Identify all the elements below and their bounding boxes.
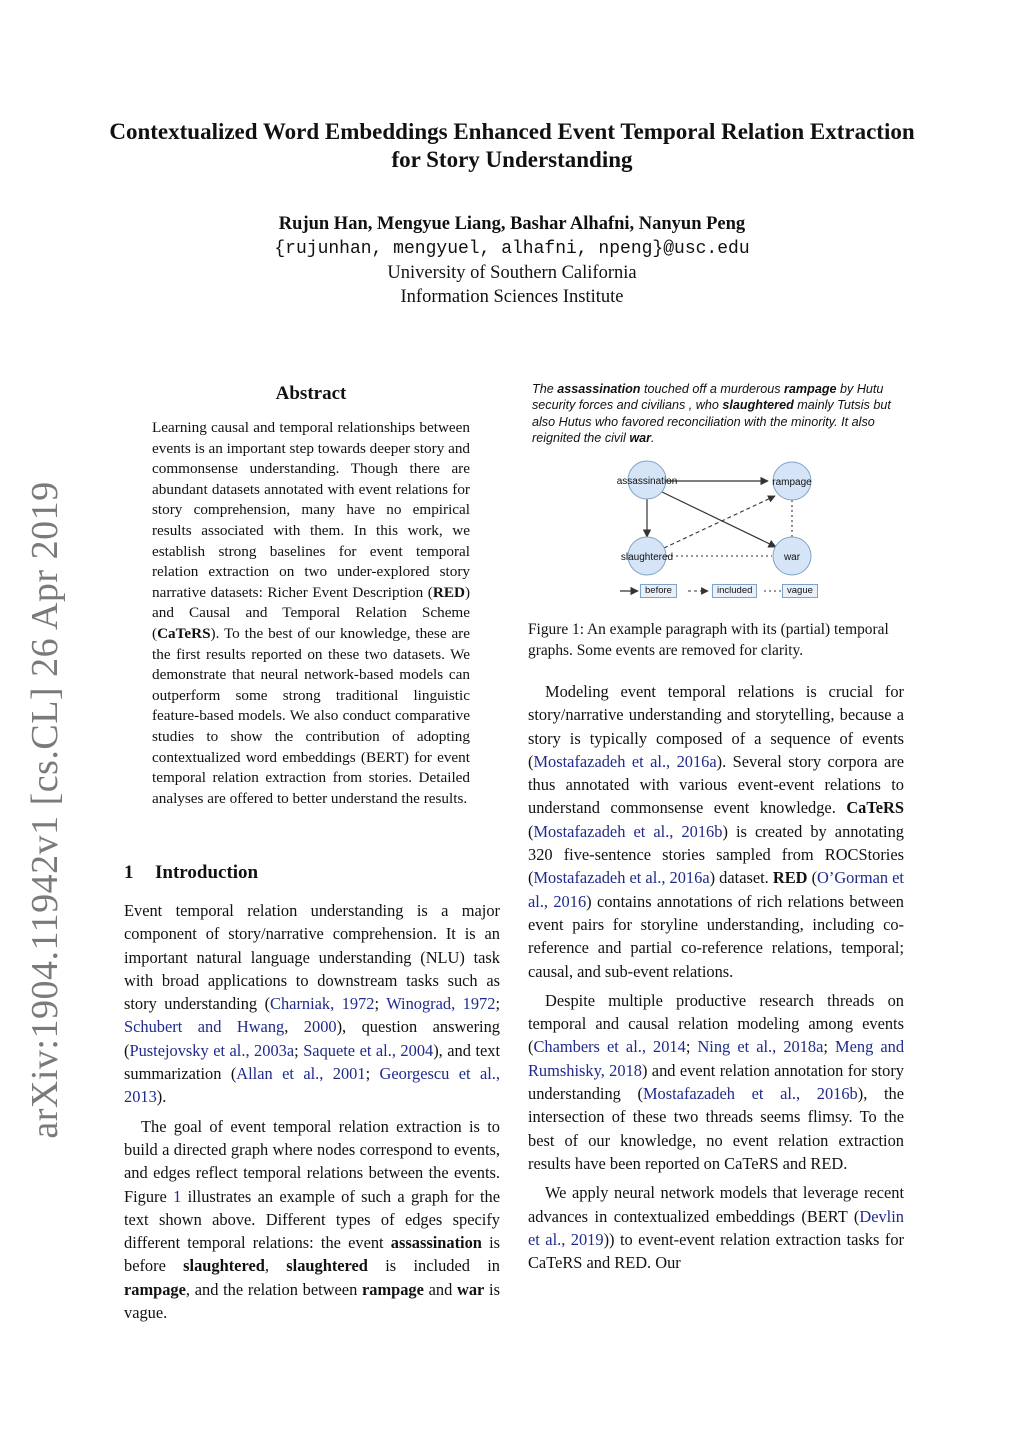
intro-left-column — [124, 899, 500, 1324]
citation-link[interactable]: Georgescu et al., 2013 — [124, 1064, 500, 1107]
paper-title: Contextualized Word Embeddings Enhanced Event Temporal Relation Extraction for Story Understanding — [109, 119, 915, 172]
intro-paragraph-3: Modeling event temporal relations is crucial for story/narrative understanding and storytelling, because a story is typically composed of a sequence of events (Mostafazadeh et al., 2016a). Several story corpora are thus annotated with various event-event relations to understand commonsense event knowledge. CaTeRS (Mostafazadeh et al., 2016b) is created by annotating 320 five-sentence stories sampled from ROCStories (Mostafazadeh et al., 2016a) dataset. RED (O’Gorman et al., 2016) contains annotations of rich relations between event pairs for storyline understanding, including co-reference and partial co-reference relations, temporal; causal, and sub-event relations. — [528, 682, 905, 981]
citation-link[interactable]: Mostafazadeh et al., 2016a — [533, 751, 717, 771]
intro-paragraph-5: We apply neural network models that leverage recent advances in contextualized embeddings (BERT (Devlin et al., 2019)) to event-event relation extraction tasks for CaTeRS and RED. Our — [528, 1183, 904, 1273]
citation-link[interactable]: Allan et al., 2001 — [236, 1064, 366, 1084]
node-label-slaughtered: slaughtered — [620, 552, 674, 563]
citation-link[interactable]: Meng and Rumshisky, 2018 — [528, 1037, 905, 1080]
node-label-war: war — [783, 552, 801, 563]
figure-caption: Figure 1: An example paragraph with its (partial) temporal graphs. Some events are removed for clarity. — [528, 621, 889, 659]
citation-link[interactable]: 2000 — [303, 1017, 337, 1037]
intro-paragraph-2: The goal of event temporal relation extraction is to build a directed graph where nodes correspond to events, and edges reflect temporal relations between the events. Figure 1 illustrates an example of such a graph for the text shown above. Different types of edges specify different temporal relations: the event assassination is before slaughtered, slaughtered is included in rampage, and the relation between rampage and war is vague. — [124, 1116, 501, 1323]
citation-link[interactable]: O’Gorman et al., 2016 — [528, 868, 904, 911]
citation-link[interactable]: Ning et al., 2018a — [697, 1037, 824, 1057]
arxiv-sidebar — [10, 470, 80, 1150]
intro-paragraph-1: Event temporal relation understanding is a major component of story/narrative comprehension. It is an important natural language understanding (NLU) task with broad applications to downstream tasks such as story understanding (Charniak, 1972; Winograd, 1972; Schubert and Hwang, 2000), question answering (Pustejovsky et al., 2003a; Saquete et al., 2004), and text summarization (Allan et al., 2001; Georgescu et al., 2013). — [124, 901, 501, 1107]
abstract-heading: Abstract — [275, 383, 347, 404]
node-label-rampage: rampage — [772, 477, 812, 488]
section-heading-introduction — [124, 862, 258, 884]
node-label-assassination: assassination — [616, 476, 678, 487]
citation-link[interactable]: Winograd, 1972 — [386, 994, 496, 1014]
citation-link[interactable]: Pustejovsky et al., 2003a — [129, 1040, 295, 1060]
intro-paragraph-4: Despite multiple productive research threads on temporal and causal relation modeling among events (Chambers et al., 2014; Ning et al., 2018a; Meng and Rumshisky, 2018) and event relation annotation for story understanding (Mostafazadeh et al., 2016b), the intersection of these two threads seems flimsy. To the best of our knowledge, no event relation extraction results have been reported on CaTeRS and RED. — [528, 990, 905, 1173]
author-emails: {rujunhan, mengyuel, alhafni, npeng}@usc.edu — [274, 239, 750, 259]
affiliation-university: University of Southern California — [387, 263, 637, 283]
intro-right-column — [528, 680, 904, 1274]
abstract-body: Learning causal and temporal relationships between events is an important step towards deeper story and commonsense understanding. Though there are abundant datasets annotated with event relations for story comprehension, many have no empirical results associated with them. In this work, we establish strong baselines for event temporal relation extraction on two under-explored story narrative datasets: Richer Event Description (RED) and Causal and Temporal Relation Scheme (CaTeRS). To the best of our knowledge, these are the first results reported on these two datasets. We demonstrate that neural network-based models can outperform some strong traditional linguistic feature-based models. We also conduct comparative studies to show the contribution of adopting contextualized word embeddings (BERT) for event temporal relation extraction from stories. Detailed analyses are offered to better understand the results. — [152, 419, 471, 807]
arxiv-identifier: arXiv:1904.11942v1 [cs.CL] 26 Apr 2019 — [24, 481, 66, 1139]
figure-example-paragraph: The assassination touched off a murderous rampage by Hutu security forces and civilians , who slaughtered mainly Tutsis but also Hutus who favored reconciliation with the minority. It also reignited the civil war. — [532, 382, 891, 445]
author-list: Rujun Han, Mengyue Liang, Bashar Alhafni, Nanyun Peng — [278, 214, 746, 234]
citation-link[interactable]: Saquete et al., 2004 — [303, 1040, 434, 1060]
section-title: Introduction — [155, 862, 259, 883]
legend-before-label: before — [640, 584, 677, 598]
legend-included-label: included — [712, 584, 757, 598]
figure-reference-link[interactable]: 1 — [173, 1186, 182, 1206]
citation-link[interactable]: Mostafazadeh et al., 2016b — [642, 1084, 858, 1104]
citation-link[interactable]: Devlin et al., 2019 — [528, 1206, 904, 1249]
affiliation-institute: Information Sciences Institute — [400, 287, 624, 307]
citation-link[interactable]: Mostafazadeh et al., 2016a — [533, 868, 710, 888]
legend-vague-label: vague — [782, 584, 818, 598]
citation-link[interactable]: Chambers et al., 2014 — [533, 1037, 686, 1057]
section-number: 1 — [124, 862, 134, 883]
citation-link[interactable]: Charniak, 1972 — [270, 994, 375, 1014]
citation-link[interactable]: Mostafazadeh et al., 2016b — [533, 821, 723, 841]
edge-before-assassination-war — [662, 492, 776, 547]
edge-included-slaughtered-rampage — [664, 496, 775, 548]
citation-link[interactable]: Schubert and Hwang — [124, 1017, 285, 1037]
